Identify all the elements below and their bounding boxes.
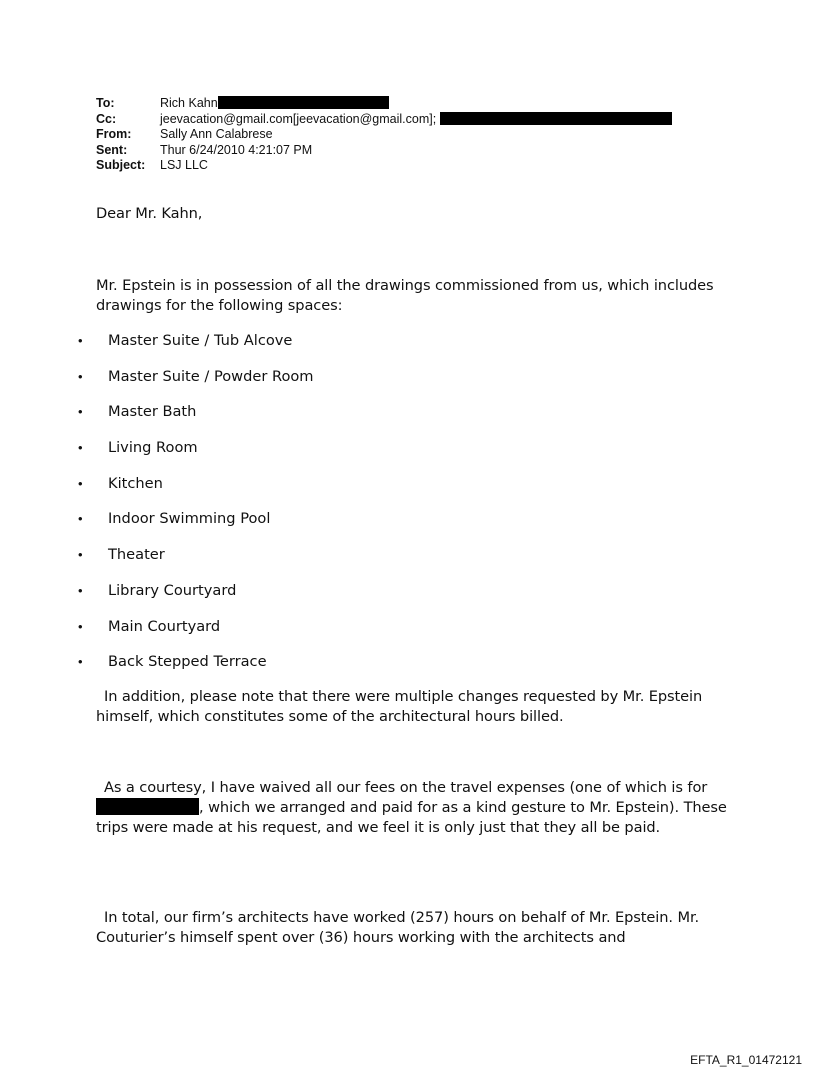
list-item [78,402,314,438]
sent-label: Sent: [96,142,128,157]
bullet-icon: • [78,368,83,384]
cc-row [96,112,672,128]
spaces-list [78,331,314,688]
bullet-icon: • [78,404,83,420]
cc-label: Cc: [96,111,117,126]
list-item-label: Master Suite / Powder Room [108,367,314,385]
from-row [96,127,672,143]
list-item [78,474,314,510]
redaction-block [218,96,389,109]
subject-value: LSJ LLC [160,158,208,172]
bullet-icon: • [78,333,83,348]
redaction-block [440,112,672,125]
bullet-icon: • [78,475,83,491]
list-item [78,331,314,367]
list-item-label: Living Room [108,439,198,457]
courtesy-paragraph [96,778,736,838]
sent-value: Thur 6/24/2010 4:21:07 PM [160,142,313,157]
bullet-icon: • [78,618,83,634]
to-label: To: [96,96,115,110]
greeting: Dear Mr. Kahn, [96,205,203,222]
bullet-icon: • [78,440,83,456]
intro-paragraph: Mr. Epstein is in possession of all the drawings commissioned from us, which includes drawings for the following spaces: [96,277,714,314]
sent-row [96,143,672,159]
subject-label: Subject: [96,158,146,172]
bullet-icon: • [78,582,83,598]
list-item [78,509,314,545]
to-value: Rich Kahn [160,96,218,110]
list-item [78,617,314,653]
total-hours-paragraph: In total, our firm’s architects have worked (257) hours on behalf of Mr. Epstein. Mr. Couturier’s himself spent over (36) hours working with the architects and [96,909,700,946]
bullet-icon: • [78,511,83,527]
list-item [78,545,314,581]
bullet-icon: • [78,654,83,670]
list-item-label: Library Courtyard [108,581,237,599]
list-item-label: Master Suite / Tub Alcove [108,332,293,349]
list-item [78,652,314,688]
list-item-label: Indoor Swimming Pool [108,510,271,528]
list-item-label: Theater [108,546,165,564]
email-header [96,96,672,174]
bullet-icon: • [78,547,83,563]
document-id: EFTA_R1_01472121 [690,1053,802,1067]
list-item-label: Kitchen [108,474,163,492]
subject-row [96,158,672,174]
redaction-block [96,798,199,815]
list-item-label: Main Courtyard [108,617,221,635]
to-row [96,96,672,112]
list-item [78,581,314,617]
cc-value: jeevacation@gmail.com[jeevacation@gmail.com]; [160,111,437,126]
list-item [78,367,314,403]
list-item-label: Back Stepped Terrace [108,653,267,671]
courtesy-text-end: , which we arranged and paid for as a kind gesture to Mr. Epstein). These trips were made at his request, and we feel it is only just that they all be paid. [96,799,727,836]
courtesy-text-start: As a courtesy, I have waived all our fees on the travel expenses (one of which is for [104,779,708,796]
from-value: Sally Ann Calabrese [160,127,273,141]
list-item [78,438,314,474]
changes-paragraph: In addition, please note that there were multiple changes requested by Mr. Epstein himself, which constitutes some of the architectural hours billed. [96,688,703,725]
from-label: From: [96,127,132,141]
list-item-label: Master Bath [108,403,197,421]
